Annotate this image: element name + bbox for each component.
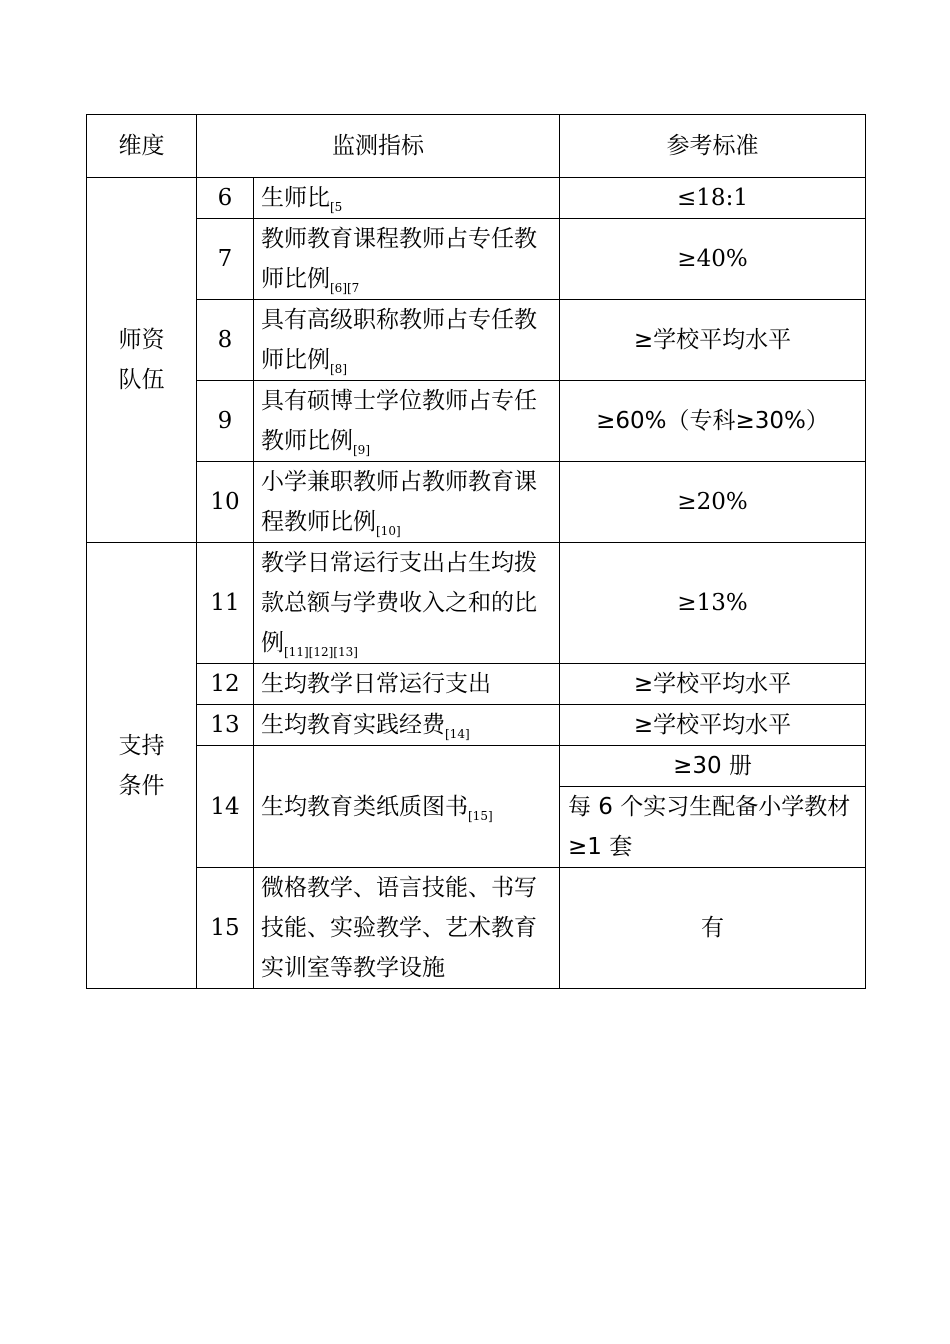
indicator-text: 小学兼职教师占教师教育课程教师比例 xyxy=(261,469,537,535)
indicator-cell xyxy=(254,381,560,462)
indicator-text: 微格教学、语言技能、书写技能、实验教学、艺术教育实训室等教学设施 xyxy=(261,875,537,981)
citation: [11][12][13] xyxy=(284,645,358,659)
indicator-table xyxy=(86,114,866,989)
indicator-text: 具有硕博士学位教师占专任教师比例 xyxy=(261,388,537,454)
citation: [15] xyxy=(468,808,493,823)
indicator-cell xyxy=(254,543,560,664)
table-row xyxy=(87,462,866,543)
table-row xyxy=(87,868,866,989)
table-row xyxy=(87,543,866,664)
table-row xyxy=(87,705,866,746)
indicator-text: 教学日常运行支出占生均拨款总额与学费收入之和的比例 xyxy=(261,550,537,656)
table-row xyxy=(87,178,866,219)
indicator-cell xyxy=(254,462,560,543)
indicator-text: 生均教学日常运行支出 xyxy=(261,671,491,697)
row-number: 15 xyxy=(197,868,254,989)
standard-cell: ≥30 册 xyxy=(560,746,866,787)
indicator-cell xyxy=(254,300,560,381)
header-row xyxy=(87,115,866,178)
header-standard: 参考标准 xyxy=(560,115,866,178)
row-number: 13 xyxy=(197,705,254,746)
standard-cell: ≥学校平均水平 xyxy=(560,664,866,705)
indicator-cell xyxy=(254,746,560,868)
group-faculty: 师资 队伍 xyxy=(87,178,197,543)
citation: [6][7 xyxy=(330,281,360,295)
row-number: 7 xyxy=(197,219,254,300)
standard-cell: 有 xyxy=(560,868,866,989)
row-number: 6 xyxy=(197,178,254,219)
table-row xyxy=(87,300,866,381)
citation: [14] xyxy=(445,727,470,741)
indicator-text: 生师比 xyxy=(261,185,330,211)
row-number: 11 xyxy=(197,543,254,664)
header-dimension: 维度 xyxy=(87,115,197,178)
row-number: 10 xyxy=(197,462,254,543)
citation: [5 xyxy=(330,200,343,214)
standard-cell: ≥13% xyxy=(560,543,866,664)
citation: [10] xyxy=(376,524,401,538)
table-row xyxy=(87,746,866,787)
standard-cell: ≥学校平均水平 xyxy=(560,300,866,381)
indicator-text: 生均教育实践经费 xyxy=(261,712,445,738)
row-number: 8 xyxy=(197,300,254,381)
standard-cell: ≥40% xyxy=(560,219,866,300)
row-number: 9 xyxy=(197,381,254,462)
indicator-text: 生均教育类纸质图书 xyxy=(261,793,468,820)
indicator-cell xyxy=(254,219,560,300)
header-indicator: 监测指标 xyxy=(197,115,560,178)
citation: [9] xyxy=(353,443,370,457)
standard-cell: ≥20% xyxy=(560,462,866,543)
indicator-cell xyxy=(254,868,560,989)
row-number: 12 xyxy=(197,664,254,705)
indicator-cell xyxy=(254,664,560,705)
indicator-cell xyxy=(254,178,560,219)
table-row xyxy=(87,219,866,300)
standard-cell: ≤18:1 xyxy=(560,178,866,219)
standard-cell: ≥学校平均水平 xyxy=(560,705,866,746)
indicator-cell xyxy=(254,705,560,746)
table-row xyxy=(87,381,866,462)
indicator-text: 教师教育课程教师占专任教师比例 xyxy=(261,226,537,292)
group-support: 支持 条件 xyxy=(87,543,197,989)
citation: [8] xyxy=(330,362,347,376)
row-number: 14 xyxy=(197,746,254,868)
standard-cell: ≥60%（专科≥30%） xyxy=(560,381,866,462)
standard-cell-secondary: 每 6 个实习生配备小学教材≥1 套 xyxy=(560,787,866,868)
table-row xyxy=(87,664,866,705)
indicator-text: 具有高级职称教师占专任教师比例 xyxy=(261,307,537,373)
